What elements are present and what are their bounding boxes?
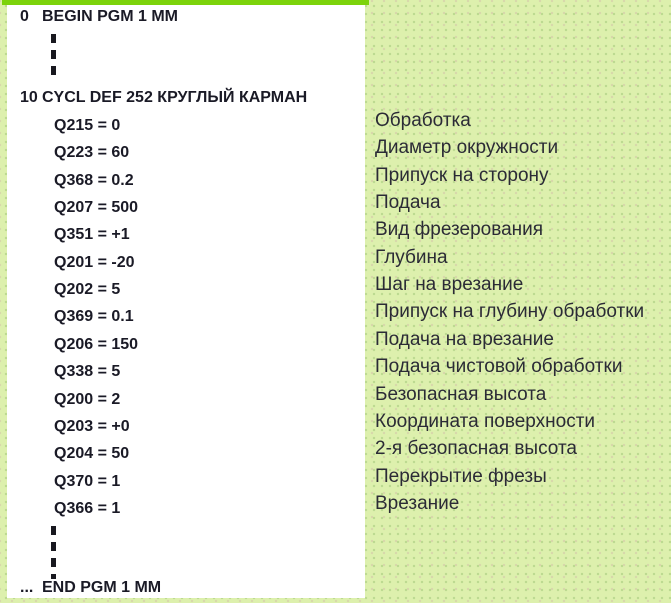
program-line-parameter: Q202 = 5 [54, 281, 121, 298]
parameter-description: Вид фрезерования [375, 219, 544, 240]
program-line-parameter: Q366 = 1 [54, 500, 121, 517]
program-line-parameter: Q215 = 0 [54, 117, 121, 134]
line-number: 10 [20, 89, 38, 106]
parameter-description: Шаг на врезание [375, 274, 524, 295]
nc-program-panel [7, 5, 365, 598]
parameter-description: Подача [375, 192, 441, 213]
line-number: ... [20, 579, 34, 596]
program-line-parameter: Q207 = 500 [54, 199, 139, 216]
program-line-cycle-def [7, 89, 365, 107]
line-number: 0 [20, 8, 29, 25]
parameter-description: Подача чистовой обработки [375, 356, 623, 377]
parameter-description: 2-я безопасная высота [375, 438, 577, 459]
parameter-description: Перекрытие фрезы [375, 466, 547, 487]
parameter-description: Припуск на сторону [375, 165, 549, 186]
program-line-parameter: Q351 = +1 [54, 226, 130, 243]
parameter-description: Врезание [375, 493, 460, 514]
program-line-begin [7, 8, 365, 26]
parameter-description: Координата поверхности [375, 411, 596, 432]
continuation-dots-bottom [51, 526, 56, 579]
program-line-parameter: Q368 = 0.2 [54, 172, 134, 189]
line-text: BEGIN PGM 1 MM [42, 8, 179, 25]
program-line-parameter: Q204 = 50 [54, 445, 130, 462]
parameter-description: Обработка [375, 110, 471, 131]
program-line-end [7, 579, 365, 597]
program-line-parameter: Q203 = +0 [54, 418, 130, 435]
program-line-parameter: Q200 = 2 [54, 391, 121, 408]
parameter-description: Подача на врезание [375, 329, 554, 350]
program-line-parameter: Q201 = -20 [54, 254, 135, 271]
parameter-description: Припуск на глубину обработки [375, 301, 645, 322]
parameter-description: Диаметр окружности [375, 137, 559, 158]
program-line-parameter: Q223 = 60 [54, 144, 130, 161]
parameter-description: Безопасная высота [375, 384, 547, 405]
program-line-parameter: Q370 = 1 [54, 473, 121, 490]
parameter-description: Глубина [375, 247, 448, 268]
continuation-dots-top [51, 34, 56, 76]
line-text: CYCL DEF 252 КРУГЛЫЙ КАРМАН [42, 89, 308, 106]
line-text: END PGM 1 MM [42, 579, 162, 596]
program-line-parameter: Q338 = 5 [54, 363, 121, 380]
program-line-parameter: Q206 = 150 [54, 336, 139, 353]
program-line-parameter: Q369 = 0.1 [54, 308, 134, 325]
